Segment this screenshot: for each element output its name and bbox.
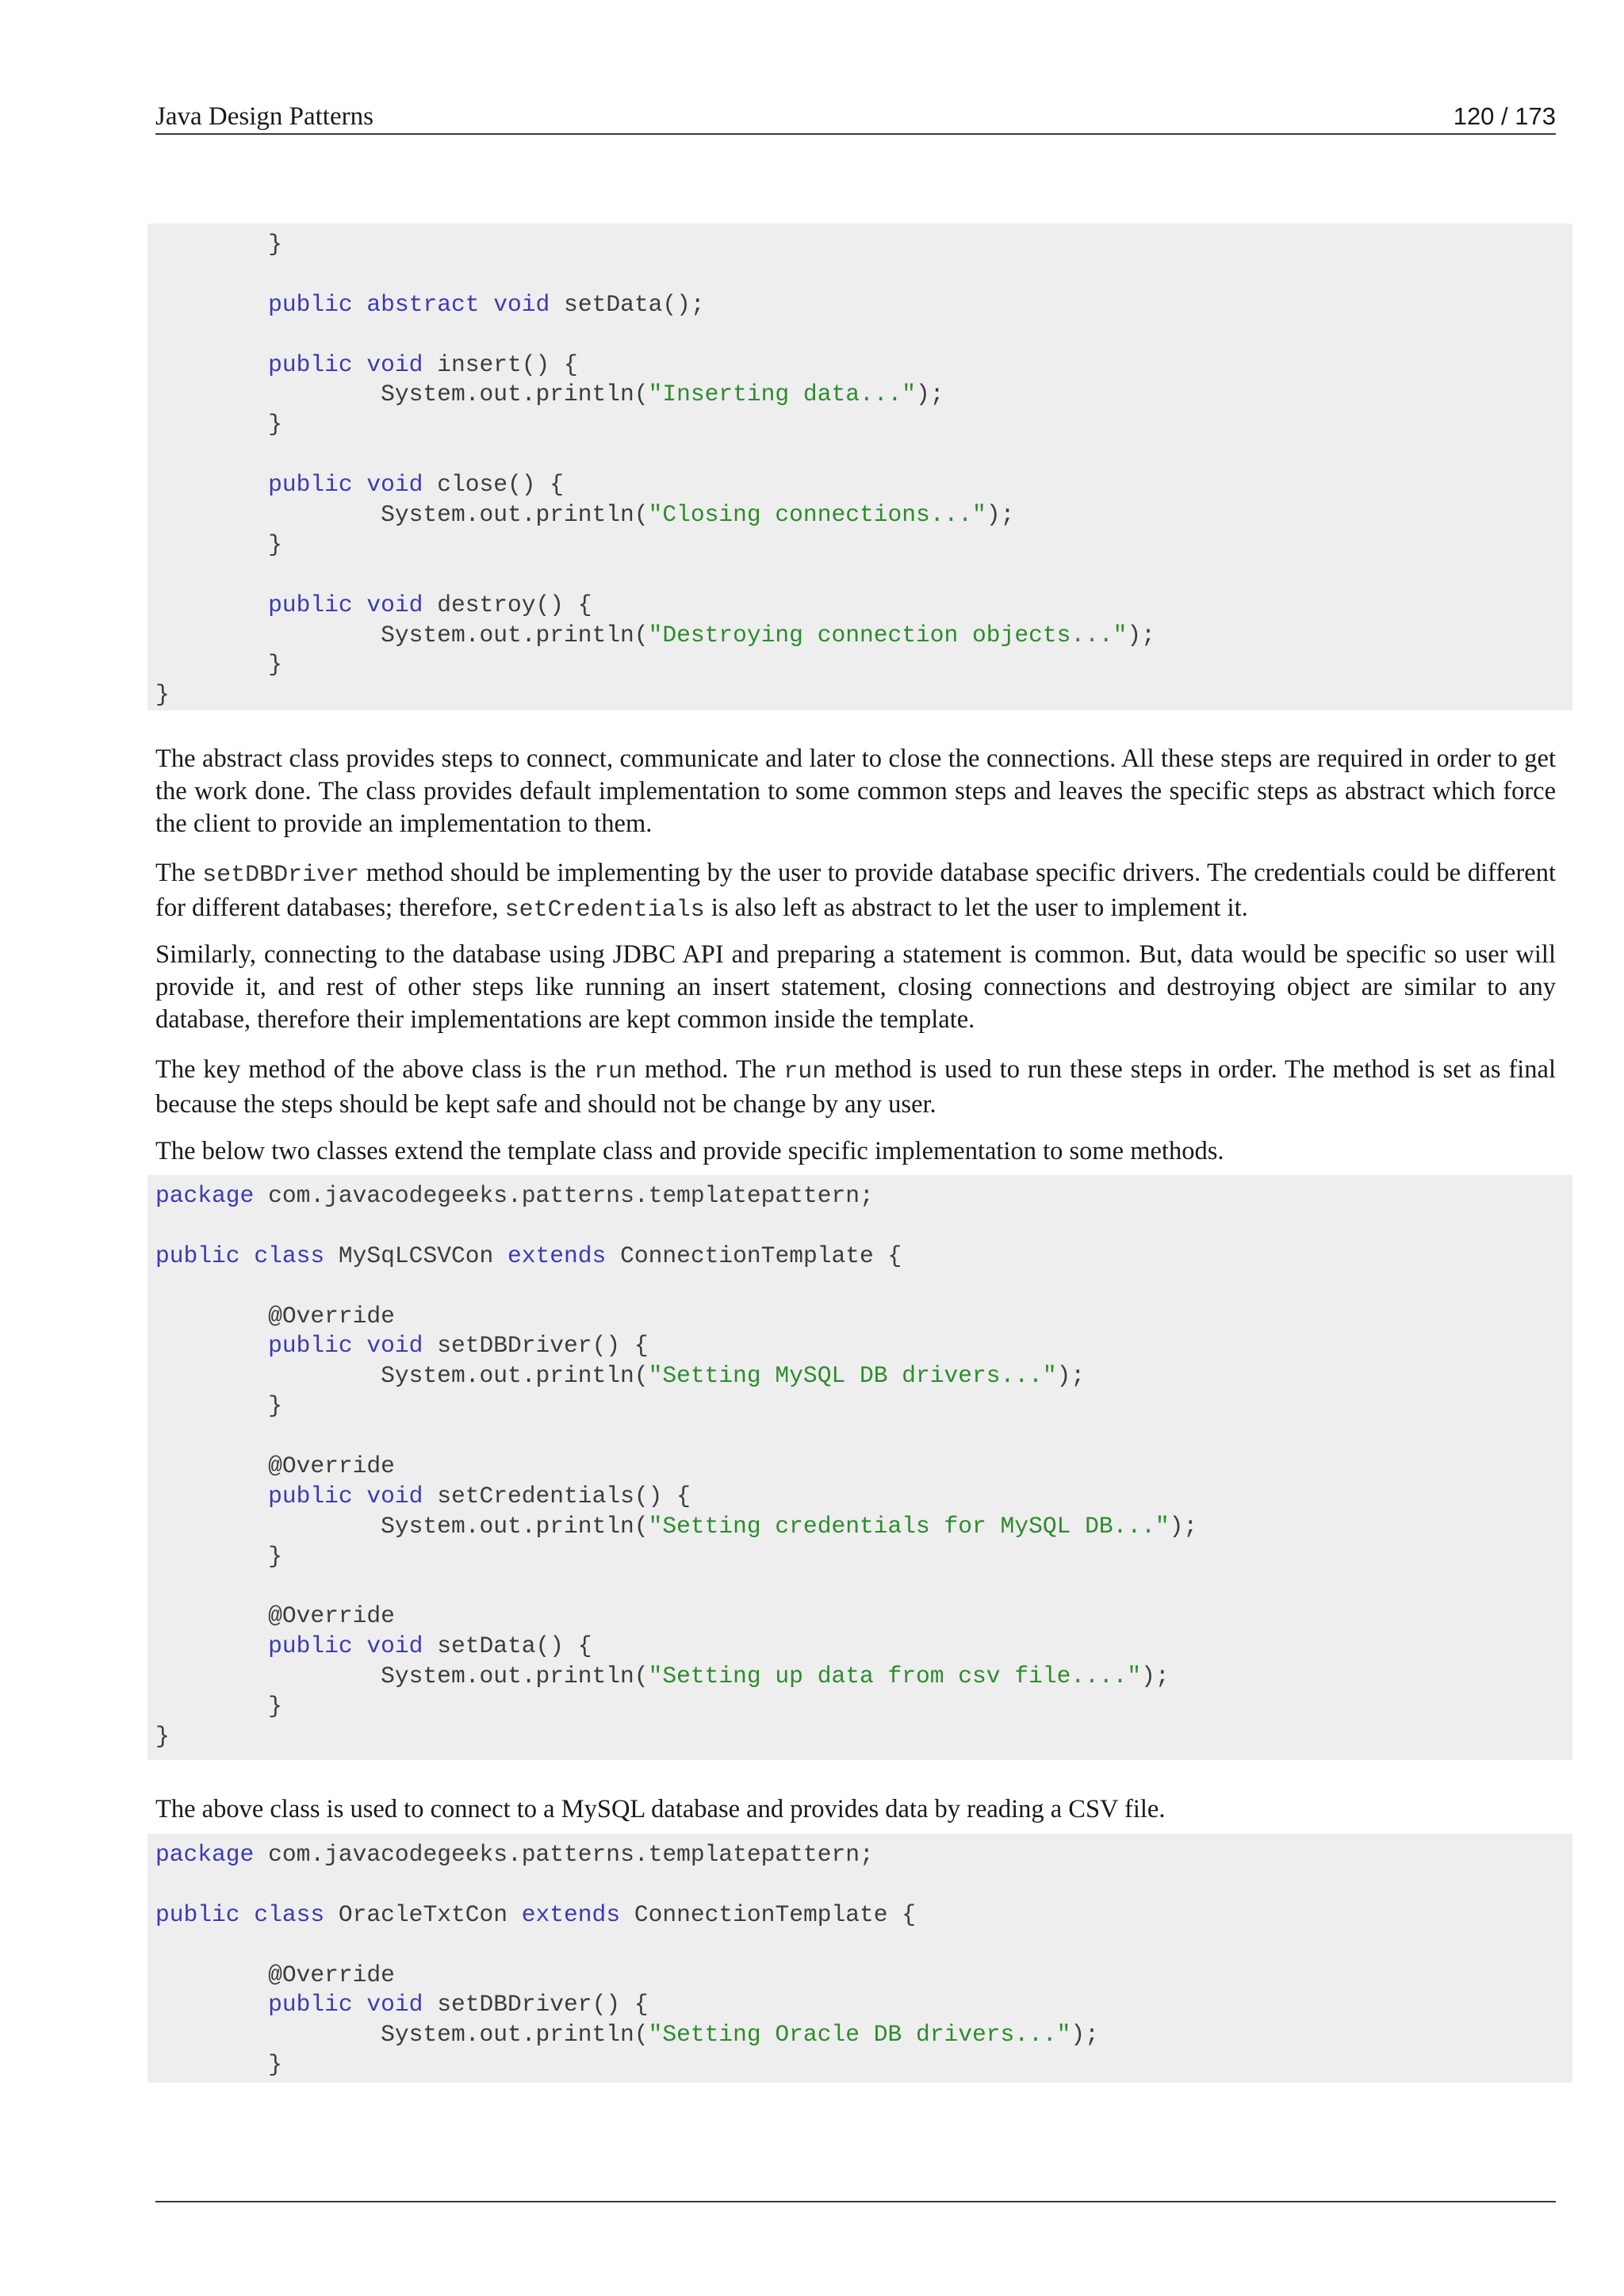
code-text bbox=[353, 1632, 367, 1659]
code-line bbox=[155, 530, 1572, 561]
code-text: ); bbox=[1071, 2021, 1099, 2049]
code-line bbox=[155, 1331, 1572, 1361]
code-text: setCredentials() { bbox=[423, 1482, 691, 1510]
code-line bbox=[155, 410, 1572, 440]
code-block-oracle-txt-con bbox=[147, 1834, 1572, 2083]
code-text: System.out.println( bbox=[155, 621, 649, 649]
code-keyword: public bbox=[155, 1242, 240, 1269]
code-keyword: void bbox=[366, 591, 423, 618]
code-text: ); bbox=[916, 381, 944, 408]
code-line bbox=[155, 1211, 1572, 1242]
inline-code-setcredentials: setCredentials bbox=[504, 897, 705, 924]
code-line bbox=[155, 1272, 1572, 1302]
code-text: System.out.println( bbox=[155, 1512, 649, 1540]
code-line bbox=[155, 320, 1572, 350]
code-line bbox=[155, 1632, 1572, 1662]
code-keyword: void bbox=[366, 471, 423, 499]
code-text bbox=[353, 471, 367, 498]
code-text: ); bbox=[1127, 621, 1155, 649]
code-line bbox=[155, 1542, 1572, 1572]
code-text: @Override bbox=[155, 1452, 395, 1480]
code-text bbox=[353, 1991, 367, 2018]
code-keyword: public bbox=[268, 1332, 353, 1360]
code-text bbox=[155, 471, 268, 498]
code-text bbox=[353, 291, 367, 318]
code-text: insert() { bbox=[423, 350, 578, 378]
code-line bbox=[155, 1572, 1572, 1602]
code-line bbox=[155, 1931, 1572, 1961]
code-line bbox=[155, 1361, 1572, 1391]
footer-rule bbox=[155, 2201, 1556, 2202]
code-text bbox=[155, 1483, 268, 1510]
code-string: "Setting MySQL DB drivers..." bbox=[648, 1362, 1057, 1390]
code-keyword: void bbox=[366, 1991, 423, 2019]
code-text: } bbox=[155, 651, 282, 679]
code-string: "Setting Oracle DB drivers..." bbox=[648, 2021, 1071, 2049]
code-line bbox=[155, 350, 1572, 381]
code-keyword: extends bbox=[521, 1900, 621, 1928]
code-line bbox=[155, 1900, 1572, 1931]
code-text: System.out.println( bbox=[155, 381, 649, 408]
code-text: MySqLCSVCon bbox=[324, 1242, 508, 1269]
code-text: System.out.println( bbox=[155, 1663, 649, 1690]
code-text: @Override bbox=[155, 1602, 395, 1630]
code-line bbox=[155, 680, 1572, 710]
code-text: ConnectionTemplate { bbox=[620, 1900, 917, 1928]
code-keyword: public bbox=[268, 350, 353, 378]
code-line bbox=[155, 1990, 1572, 2020]
code-text: } bbox=[155, 530, 282, 558]
code-text: setData(); bbox=[550, 290, 705, 318]
code-text bbox=[240, 1901, 255, 1928]
code-line bbox=[155, 380, 1572, 410]
code-text: } bbox=[155, 1392, 282, 1420]
code-line bbox=[155, 500, 1572, 530]
code-line bbox=[155, 2020, 1572, 2050]
code-keyword: public bbox=[268, 1991, 353, 2019]
paragraph-setdbdriver: The setDBDriver method should be implementing by the user to provide database specific drivers. The credentials could be different for different databases; therefore, setCredentials is also left as abstract to let the user to implement it. bbox=[155, 859, 1556, 924]
code-line bbox=[155, 1692, 1572, 1722]
code-line bbox=[155, 1961, 1572, 1991]
code-line bbox=[155, 1242, 1572, 1272]
code-line bbox=[155, 470, 1572, 500]
code-line bbox=[155, 1452, 1572, 1482]
page-header bbox=[155, 94, 1556, 135]
code-string: "Closing connections..." bbox=[648, 501, 986, 529]
code-text bbox=[353, 351, 367, 378]
code-text: } bbox=[155, 1542, 282, 1570]
code-keyword: package bbox=[155, 1841, 255, 1868]
code-line bbox=[155, 1722, 1572, 1752]
code-keyword: void bbox=[366, 350, 423, 378]
paragraph-abstract-class: The abstract class provides steps to connect, communicate and later to close the connections. All these steps are required in order to get the work done. The class provides default implementation to some common steps and leaves the specific steps as abstract which force the client to provide an implementation to them. bbox=[155, 744, 1556, 838]
code-text: } bbox=[155, 2051, 282, 2079]
code-line bbox=[155, 290, 1572, 320]
code-keyword: public bbox=[155, 1900, 240, 1928]
code-text bbox=[240, 1242, 255, 1269]
code-keyword: class bbox=[254, 1242, 325, 1269]
paragraph-run-method: The key method of the above class is the run method. The run method is used to run these steps in order. The method is set as final because the steps should be kept safe and should not be change by any user. bbox=[155, 1055, 1556, 1119]
code-text bbox=[155, 291, 268, 318]
code-text: } bbox=[155, 411, 282, 438]
code-string: "Destroying connection objects..." bbox=[648, 621, 1128, 649]
code-text: System.out.println( bbox=[155, 501, 649, 529]
code-text: @Override bbox=[155, 1302, 395, 1330]
code-line bbox=[155, 1302, 1572, 1332]
code-line bbox=[155, 2050, 1572, 2080]
inline-code-run-2: run bbox=[783, 1058, 827, 1085]
code-text bbox=[353, 1483, 367, 1510]
code-line bbox=[155, 260, 1572, 290]
code-line bbox=[155, 1840, 1572, 1870]
code-line bbox=[155, 1662, 1572, 1692]
code-text bbox=[155, 1991, 268, 2018]
code-line bbox=[155, 440, 1572, 470]
code-text bbox=[353, 1332, 367, 1359]
code-text: } bbox=[155, 231, 282, 258]
code-line bbox=[155, 230, 1572, 260]
code-text: OracleTxtCon bbox=[324, 1900, 522, 1928]
code-text: } bbox=[155, 1723, 170, 1751]
code-text: @Override bbox=[155, 1961, 395, 1988]
code-keyword: public bbox=[268, 471, 353, 499]
code-keyword: public bbox=[268, 1632, 353, 1660]
code-line bbox=[155, 1391, 1572, 1422]
code-text: ); bbox=[1141, 1663, 1170, 1690]
code-text: ); bbox=[986, 501, 1015, 529]
code-text: } bbox=[155, 681, 170, 709]
code-text: com.javacodegeeks.patterns.templatepattern; bbox=[254, 1182, 874, 1209]
code-text: setDBDriver() { bbox=[423, 1991, 649, 2019]
code-line bbox=[155, 621, 1572, 651]
code-text bbox=[155, 351, 268, 378]
code-keyword: void bbox=[366, 1332, 423, 1360]
code-text: close() { bbox=[423, 471, 565, 499]
code-keyword: void bbox=[366, 1632, 423, 1660]
code-text bbox=[155, 1332, 268, 1359]
code-text: com.javacodegeeks.patterns.templatepattern; bbox=[254, 1841, 874, 1868]
code-line bbox=[155, 1482, 1572, 1512]
paragraph-jdbc: Similarly, connecting to the database using JDBC API and preparing a statement is common. But, data would be specific so user will provide it, and rest of other steps like running an insert statement, closing connections and destroying object are similar to any database, therefore their implementations are kept common inside the template. bbox=[155, 940, 1556, 1034]
code-line bbox=[155, 1870, 1572, 1900]
code-keyword: package bbox=[155, 1182, 255, 1209]
code-text: destroy() { bbox=[423, 591, 592, 618]
page-number: 120 / 173 bbox=[1453, 102, 1556, 130]
paragraph-below-classes: The below two classes extend the template class and provide specific implementation to some methods. bbox=[155, 1137, 1224, 1165]
code-line bbox=[155, 1181, 1572, 1211]
code-keyword: class bbox=[254, 1900, 325, 1928]
code-text: } bbox=[155, 1693, 282, 1720]
code-keyword: public bbox=[268, 290, 353, 318]
code-string: "Setting credentials for MySQL DB..." bbox=[648, 1512, 1170, 1540]
code-string: "Setting up data from csv file...." bbox=[648, 1663, 1142, 1690]
code-text bbox=[353, 591, 367, 618]
code-keyword: public bbox=[268, 1482, 353, 1510]
paragraph-mysql-class: The above class is used to connect to a MySQL database and provides data by reading a CSV file. bbox=[155, 1795, 1166, 1823]
code-text bbox=[155, 591, 268, 618]
inline-code-run: run bbox=[594, 1058, 638, 1085]
code-line bbox=[155, 1422, 1572, 1452]
code-keyword: void bbox=[366, 1482, 423, 1510]
inline-code-setdbdriver: setDBDriver bbox=[202, 862, 360, 889]
code-block-mysql-csv-con bbox=[147, 1175, 1572, 1760]
code-line bbox=[155, 650, 1572, 680]
book-title: Java Design Patterns bbox=[155, 102, 373, 131]
code-text bbox=[479, 291, 493, 318]
code-keyword: abstract bbox=[366, 290, 480, 318]
code-text: setDBDriver() { bbox=[423, 1332, 649, 1360]
code-block-connection-template bbox=[147, 224, 1572, 710]
code-text: System.out.println( bbox=[155, 2021, 649, 2049]
code-keyword: void bbox=[493, 290, 550, 318]
code-text: setData() { bbox=[423, 1632, 592, 1660]
code-line bbox=[155, 561, 1572, 591]
code-keyword: public bbox=[268, 591, 353, 618]
code-text: ); bbox=[1056, 1362, 1086, 1390]
code-string: "Inserting data..." bbox=[648, 381, 917, 408]
code-keyword: extends bbox=[508, 1242, 607, 1269]
code-line bbox=[155, 591, 1572, 621]
code-line bbox=[155, 1601, 1572, 1632]
code-text bbox=[155, 1632, 268, 1659]
code-text: System.out.println( bbox=[155, 1362, 649, 1390]
code-text: ConnectionTemplate { bbox=[606, 1242, 902, 1269]
code-text: ); bbox=[1169, 1512, 1198, 1540]
code-line bbox=[155, 1512, 1572, 1542]
